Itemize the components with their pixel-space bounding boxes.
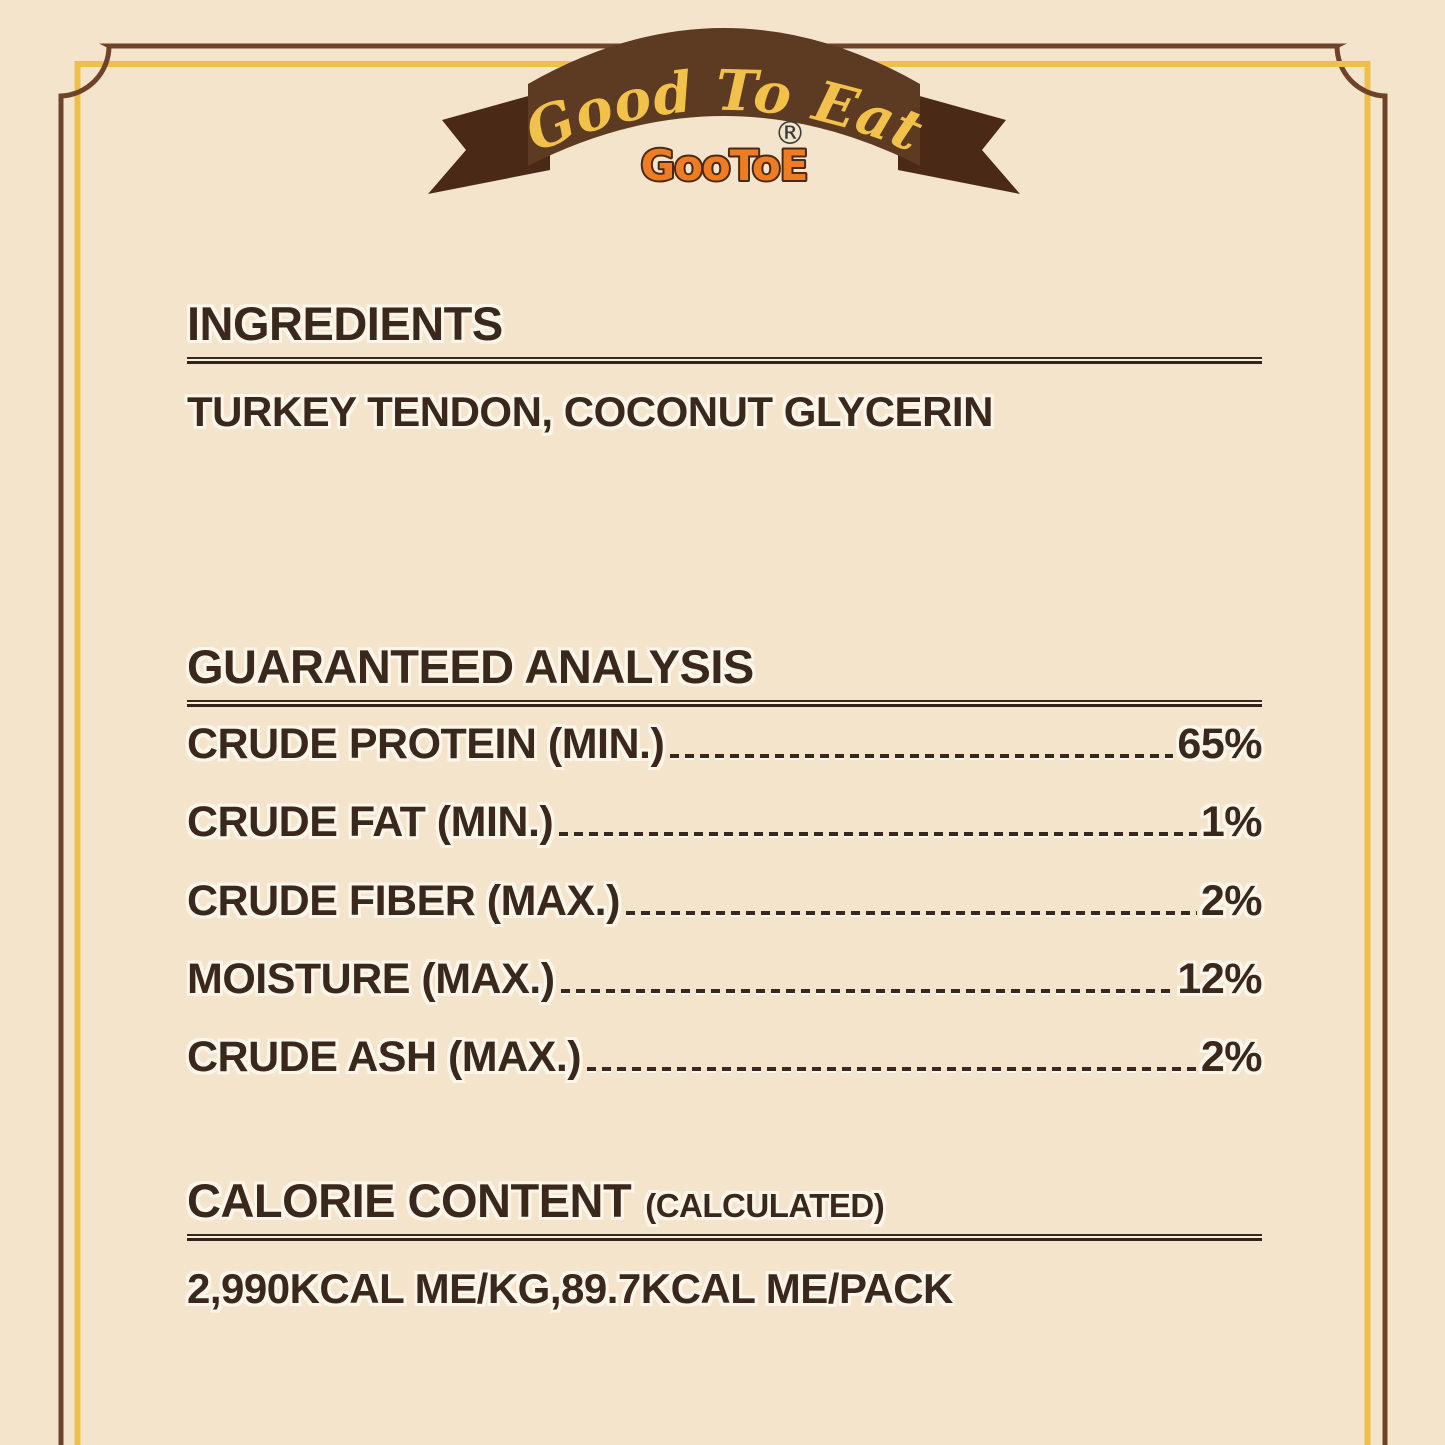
row-value: 12%	[1177, 955, 1262, 1003]
calorie-heading: CALORIE CONTENT	[187, 1173, 632, 1227]
row-label: CRUDE FIBER (MAX.)	[187, 876, 620, 925]
guaranteed-analysis-section	[187, 639, 1262, 1082]
row-label: MOISTURE (MAX.)	[187, 955, 555, 1003]
label-content	[187, 297, 1262, 1312]
dotted-leader	[587, 1067, 1197, 1071]
row-value: 1%	[1200, 798, 1262, 847]
calorie-rule	[187, 1234, 1262, 1241]
calorie-body: 2,990KCAL ME/KG,89.7KCAL ME/PACK	[187, 1264, 953, 1312]
guaranteed-analysis-rule	[187, 700, 1262, 707]
row-label: CRUDE ASH (MAX.)	[187, 1033, 582, 1082]
row-value: 65%	[1177, 719, 1262, 768]
registered-mark-icon: ®	[774, 114, 806, 152]
brand-logo-text: GooToE	[640, 141, 808, 190]
table-row	[187, 956, 1262, 1002]
ingredients-section	[187, 297, 1262, 435]
table-row	[187, 1034, 1262, 1080]
guaranteed-analysis-table	[187, 721, 1262, 1081]
frame-horn-left	[99, 44, 109, 49]
table-row	[187, 799, 1262, 845]
ingredients-heading: INGREDIENTS	[187, 297, 503, 350]
table-row	[187, 721, 1262, 767]
brand-script-text: Good To Eat	[516, 57, 933, 166]
guaranteed-analysis-heading: GUARANTEED ANALYSIS	[187, 639, 754, 693]
row-value: 2%	[1200, 1033, 1262, 1082]
row-value: 2%	[1200, 876, 1262, 925]
dotted-leader	[559, 832, 1197, 836]
ingredients-body: TURKEY TENDON, COCONUT GLYCERIN	[187, 387, 993, 435]
row-label: CRUDE FAT (MIN.)	[187, 798, 554, 847]
brand-banner	[418, 20, 1030, 205]
dotted-leader	[561, 989, 1174, 993]
table-row	[187, 878, 1262, 924]
row-label: CRUDE PROTEIN (MIN.)	[187, 719, 665, 768]
calorie-heading-line	[187, 1173, 1262, 1227]
dotted-leader	[626, 911, 1197, 915]
ingredients-rule	[187, 357, 1262, 364]
dotted-leader	[670, 754, 1173, 758]
frame-horn-right	[1337, 44, 1347, 49]
calorie-heading-note: (CALCULATED)	[645, 1186, 885, 1224]
calorie-content-section	[187, 1173, 1262, 1312]
